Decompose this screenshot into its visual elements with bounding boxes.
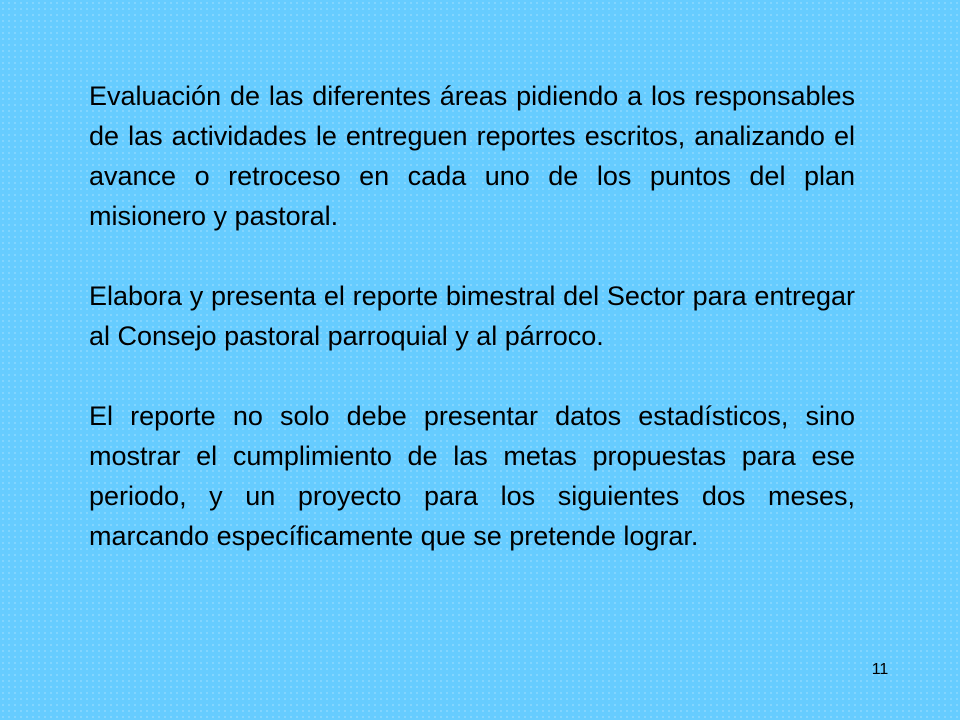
page-number: 11 (871, 661, 889, 678)
slide-body (89, 76, 855, 556)
paragraph-bimonthly-report: Elabora y presenta el reporte bimestral del Sector para entregar al Consejo pastoral parroquial y al párroco. (89, 281, 855, 351)
paragraph-evaluation: Evaluación de las diferentes áreas pidiendo a los responsables de las actividades le entreguen reportes escritos, analizando el avance o retroceso en cada uno de los puntos del plan misionero y pastoral. (89, 81, 855, 231)
paragraph-report-content: El reporte no solo debe presentar datos estadísticos, sino mostrar el cumplimiento de las metas propuestas para ese periodo, y un proyecto para los siguientes dos meses, marcando específicamente que se pretende lograr. (89, 401, 855, 551)
